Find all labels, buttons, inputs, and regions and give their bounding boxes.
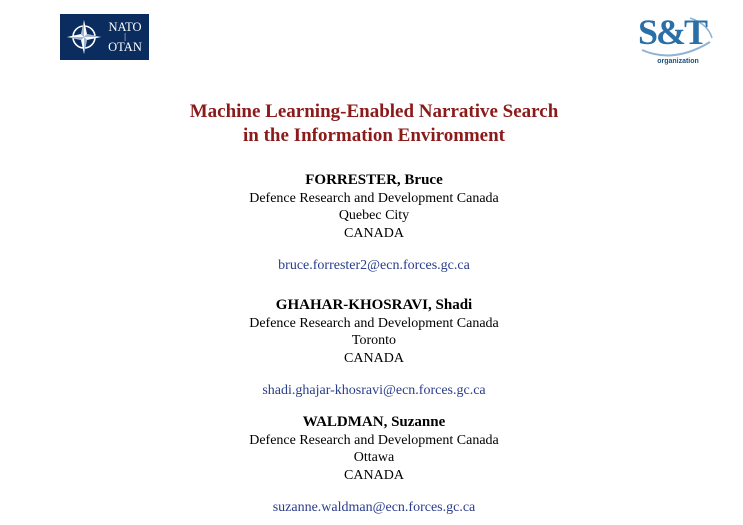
author-country: CANADA	[344, 350, 404, 366]
author-organization: Defence Research and Development Canada	[249, 432, 499, 448]
author-city: Toronto	[351, 333, 397, 348]
paper-title	[0, 100, 743, 148]
author-city: Ottawa	[353, 450, 395, 465]
author-email-link[interactable]: shadi.ghajar-khosravi@ecn.forces.gc.ca	[262, 383, 486, 398]
author-country: CANADA	[344, 225, 404, 241]
paper-title-line1: Machine Learning-Enabled Narrative Search	[189, 101, 559, 122]
nato-logo-line1: NATO	[108, 20, 142, 34]
author-block	[0, 414, 743, 517]
nato-compass-star-icon	[65, 18, 103, 56]
nato-logo-text: NATO | OTAN	[108, 20, 142, 54]
author-name: FORRESTER, Bruce	[305, 172, 443, 188]
nato-otan-logo	[60, 14, 149, 60]
author-organization: Defence Research and Development Canada	[249, 190, 499, 206]
st-logo-mark: S&T	[638, 12, 707, 52]
st-logo-caption: organization	[657, 58, 699, 65]
author-email-link[interactable]: bruce.forrester2@ecn.forces.gc.ca	[278, 258, 470, 273]
nato-logo-line2: OTAN	[108, 40, 142, 54]
paper-title-line2: in the Information Environment	[243, 125, 505, 146]
author-country: CANADA	[344, 467, 404, 483]
author-name: WALDMAN, Suzanne	[302, 414, 446, 430]
author-organization: Defence Research and Development Canada	[249, 315, 499, 331]
st-organization-logo	[638, 12, 718, 70]
author-block	[0, 172, 743, 275]
author-city: Quebec City	[338, 208, 410, 223]
author-email-link[interactable]: suzanne.waldman@ecn.forces.gc.ca	[272, 500, 476, 515]
author-block	[0, 297, 743, 400]
author-name: GHAHAR-KHOSRAVI, Shadi	[275, 297, 473, 313]
